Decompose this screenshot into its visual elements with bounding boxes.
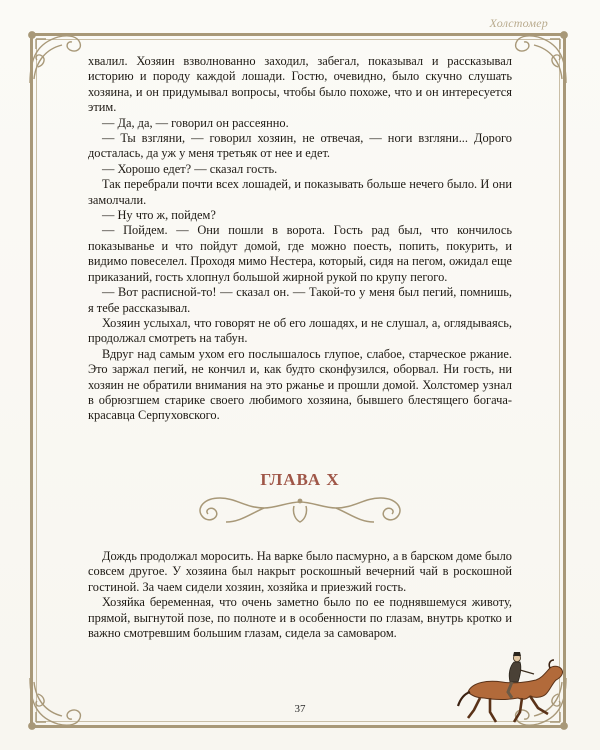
paragraph: Хозяйка беременная, что очень заметно было по ее поднявшемуся животу, прямой, выгнутой позе, по полноте и в особенности по глазам, внутрь кротко и важно смотревшим большим глазам, сидела за самоваром. [88,595,512,641]
body-text-top [88,54,512,424]
ornament-corner-icon [24,27,86,89]
paragraph: — Хорошо едет? — сказал гость. [102,161,278,176]
body-text-bottom [88,549,512,641]
horse-rider-illustration [450,648,570,728]
paragraph: Так перебрали почти всех лошадей, и показывать больше нечего было. И они замолчали. [88,177,512,207]
paragraph: — Вот расписной-то! — сказал он. — Такой-то у меня был пегий, помнишь, я тебе рассказывал. [88,285,512,315]
paragraph: — Пойдем. — Они пошли в ворота. Гость рад был, что кончилось показыванье и что пойдут домой, где можно поесть, попить, покурить, и видимо повеселел. Проходя мимо Нестера, который, сидя на пегом, ожидал еще приказаний, гость хлопнул большой жирной рукой по крупу пегого. [88,223,512,284]
paragraph: Дождь продолжал моросить. На варке было пасмурно, а в барском доме было совсем другое. У хозяина был накрыт роскошный вечерний чай в роскошной гостиной. За чаем сидели хозяин, хозяйка и приезжий гость. [88,549,512,594]
paragraph: хвалил. Хозяин взволнованно заходил, забегал, показывал и рассказывал историю и породу каждой лошади. Гостю, очевидно, было скучно слушать хозяина, и он придумывал вопросы, чтобы было похоже, что и он интересуется этим. [88,54,512,115]
paragraph: — Ты взгляни, — говорил хозяин, не отвечая, — ноги взгляни... Дорого досталась, да уж у меня третьяк от нее и едет. [88,131,512,161]
page-number: 37 [294,703,306,715]
chapter-ornament-icon [180,484,420,532]
paragraph: Хозяин услыхал, что говорят не об его лошадях, и не слушал, а, оглядываясь, продолжал смотреть на табун. [88,315,512,346]
running-header: Холстомер [489,16,548,30]
paragraph: — Ну что ж, пойдем? [102,208,216,223]
chapter-title: ГЛАВА X [260,470,340,489]
paragraph: Вдруг над самым ухом его послышалось глупое, слабое, старческое ржание. Это заржал пегий, не кончил и, как будто сконфузился, оборвал. Ни гость, ни хозяин не обратили внимания на это ржанье и прошли домой. Холстомер узнал в обрюзгшем старике своего любимого хозяина, бывшего блестящего богача-красавца Серпуховского. [88,346,512,423]
paragraph: — Да, да, — говорил он рассеянно. [102,115,289,130]
chapter-heading [180,470,420,530]
ornament-corner-icon [510,27,572,89]
